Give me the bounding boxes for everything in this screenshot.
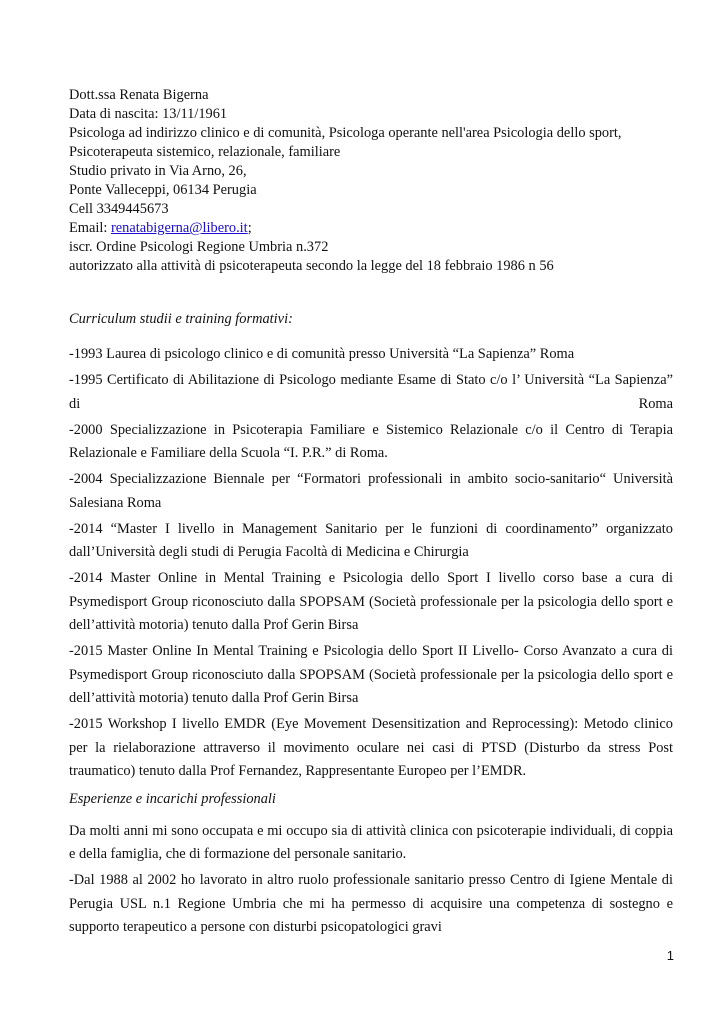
email-line: [69, 219, 673, 238]
birth-date: Data di nascita: 13/11/1961: [69, 106, 228, 122]
training-list: [69, 343, 673, 784]
authorization-line: autorizzato alla attività di psicoterapeuta secondo la legge del 18 febbraio 1986 n 56: [69, 258, 554, 274]
training-section-title: Curriculum studii e training formativi:: [69, 311, 293, 327]
training-entry-2014-mental-training: -2014 Master Online in Mental Training e Psicologia dello Sport I livello corso base a cura di Psymedisport Group riconosciuto dalla SPOPSAM (Società professionale per la psicologia dello sport e dell’attività motoria) tenuto dalla Prof Gerin Birsa: [69, 570, 673, 633]
page-number: 1: [666, 948, 674, 963]
training-entry-1995: -1995 Certificato di Abilitazione di Psicologo mediante Esame di Stato c/o l’ Università “La Sapienza” di Roma: [69, 372, 673, 412]
email-link[interactable]: renatabigerna@libero.it: [110, 220, 248, 236]
experience-section-title: Esperienze e incarichi professionali: [69, 790, 276, 807]
email-label: Email:: [69, 220, 111, 236]
training-entry-2015-emdr: -2015 Workshop I livello EMDR (Eye Movement Desensitization and Reprocessing): Metodo clinico per la rielaborazione attraverso il movimento oculare nei casi di PTSD (Disturbo da stress Post traumatico) tenuto dalla Prof Fernandez, Rappresentante Europeo per l’EMDR.: [69, 716, 673, 779]
registration-line: iscr. Ordine Psicologi Regione Umbria n.372: [69, 239, 329, 255]
profession-line-1: Psicologa ad indirizzo clinico e di comunità, Psicologa operante nell'area Psicologia dello sport,: [69, 125, 622, 141]
training-entry-2014-management: -2014 “Master I livello in Management Sanitario per le funzioni di coordinamento” organizzato dall’Università degli studi di Perugia Facoltà di Medicina e Chirurgia: [69, 520, 673, 560]
training-entry-2015-master: -2015 Master Online In Mental Training e Psicologia dello Sport II Livello- Corso Avanzato a cura di Psymedisport Group riconosciuto dalla SPOPSAM (Società professionale per la psicologia dello sport e dell’attività motoria) tenuto dalla Prof Gerin Birsa: [69, 643, 673, 706]
phone-number: Cell 3349445673: [69, 201, 169, 217]
profession-line-2: Psicoterapeuta sistemico, relazionale, familiare: [69, 144, 341, 160]
email-suffix: ;: [247, 220, 252, 236]
contact-header: [69, 86, 673, 276]
author-name: Dott.ssa Renata Bigerna: [69, 87, 209, 103]
experience-entry-overview: Da molti anni mi sono occupata e mi occupo sia di attività clinica con psicoterapie individuali, di coppia e della famiglia, che di formazione del personale sanitario.: [69, 822, 673, 862]
document-page: [69, 86, 673, 942]
experience-list: [69, 820, 673, 940]
experience-entry-1988-2002: -Dal 1988 al 2002 ho lavorato in altro ruolo professionale sanitario presso Centro di Igiene Mentale di Perugia USL n.1 Regione Umbria che mi ha permesso di acquisire una competenza di sostegno e supporto terapeutico a persone con disturbi psicopatologici gravi: [69, 872, 673, 935]
address-line-1: Studio privato in Via Arno, 26,: [69, 163, 247, 179]
training-entry-1993: -1993 Laurea di psicologo clinico e di comunità presso Università “La Sapienza” Roma: [69, 346, 575, 362]
address-line-2: Ponte Valleceppi, 06134 Perugia: [69, 182, 257, 198]
training-entry-2004: -2004 Specializzazione Biennale per “Formatori professionali in ambito socio-sanitario“ Università Salesiana Roma: [69, 471, 673, 511]
training-entry-2000: -2000 Specializzazione in Psicoterapia Familiare e Sistemico Relazionale c/o il Centro di Terapia Relazionale e Familiare della Scuola “I. P.R.” di Roma.: [69, 421, 673, 461]
